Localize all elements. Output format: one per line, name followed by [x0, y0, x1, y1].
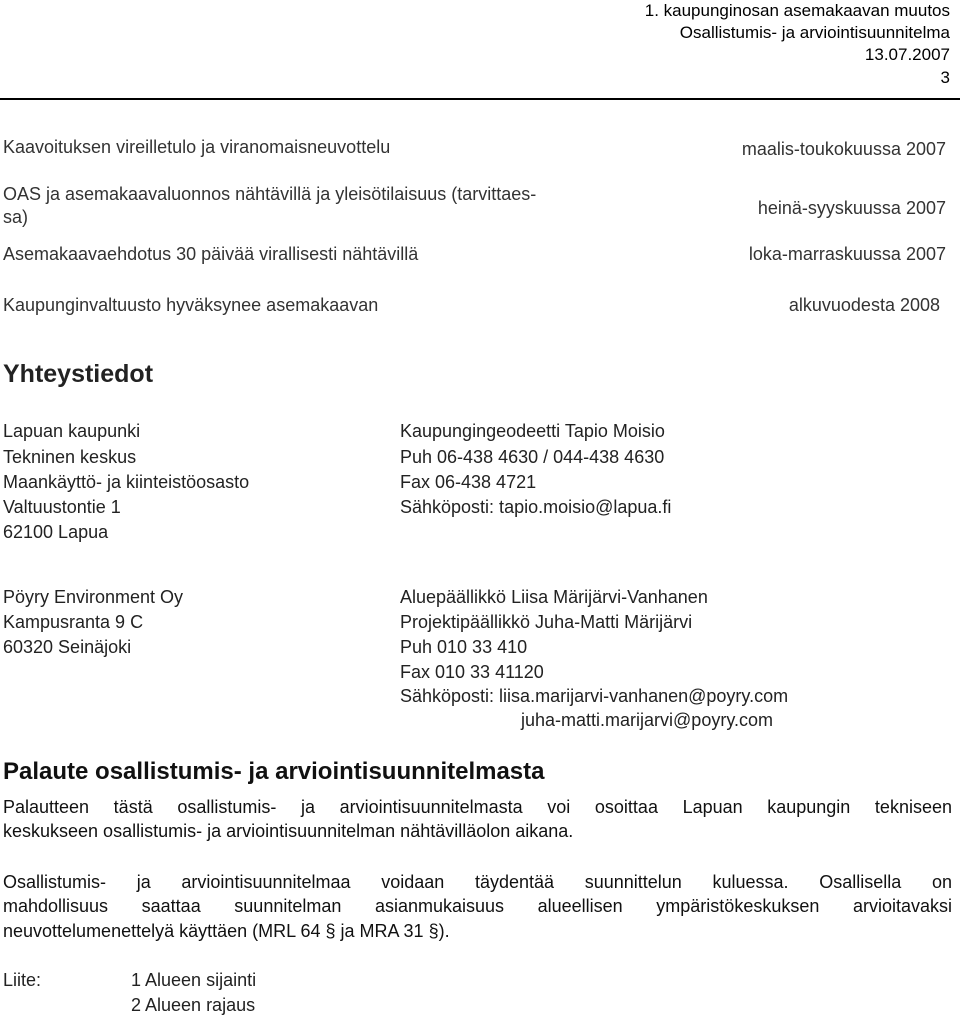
doc-title: 1. kaupunginosan asemakaavan muutos — [644, 1, 950, 20]
paragraph-line: Osallistumis- ja arviointisuunnitelmaa voidaan täydentää suunnittelun kuluessa. Osallisella on — [3, 872, 952, 892]
schedule-time: heinä-syyskuussa 2007 — [757, 198, 946, 218]
contact-email: Sähköposti: tapio.moisio@lapua.fi — [400, 497, 672, 517]
contact-phone: Puh 010 33 410 — [400, 637, 528, 657]
contact-person: Kaupungingeodeetti Tapio Moisio — [400, 421, 665, 441]
schedule-step: Kaavoituksen vireilletulo ja viranomaisneuvottelu — [3, 137, 391, 157]
contact-line: Lapuan kaupunki — [3, 421, 141, 441]
paragraph-line: neuvottelumenettelyä käyttäen (MRL 64 § ja MRA 31 §). — [3, 921, 450, 941]
contacts-heading: Yhteystiedot — [3, 360, 154, 388]
schedule-step-cont: sa) — [3, 207, 29, 227]
schedule-step: Kaupunginvaltuusto hyväksynee asemakaavan — [3, 295, 379, 315]
header-divider — [0, 98, 960, 100]
attachments-label: Liite: — [3, 970, 42, 990]
contact-email: juha-matti.marijarvi@poyry.com — [521, 710, 773, 730]
contact-line: Valtuustontie 1 — [3, 497, 121, 517]
paragraph-line: Palautteen tästä osallistumis- ja arviointisuunnitelmasta voi osoittaa Lapuan kaupungin tekniseen — [3, 797, 952, 817]
schedule-step: OAS ja asemakaavaluonnos nähtävillä ja yleisötilaisuus (tarvittaes- — [3, 184, 537, 204]
contact-email: Sähköposti: liisa.marijarvi-vanhanen@poyry.com — [400, 686, 789, 706]
contact-line: Tekninen keskus — [3, 447, 137, 467]
schedule-time: maalis-toukokuussa 2007 — [741, 139, 946, 159]
feedback-heading: Palaute osallistumis- ja arviointisuunnitelmasta — [3, 758, 545, 785]
contact-line: Pöyry Environment Oy — [3, 587, 184, 607]
contact-line: 60320 Seinäjoki — [3, 637, 132, 657]
doc-subtitle: Osallistumis- ja arviointisuunnitelma — [679, 23, 950, 42]
schedule-step: Asemakaavaehdotus 30 päivää virallisesti nähtävillä — [3, 244, 419, 264]
attachment-item: 1 Alueen sijainti — [131, 970, 257, 990]
contact-line: Maankäyttö- ja kiinteistöosasto — [3, 472, 250, 492]
page-number: 3 — [940, 68, 950, 87]
contact-line: Kampusranta 9 C — [3, 612, 144, 632]
attachment-item: 2 Alueen rajaus — [131, 995, 256, 1015]
contact-person: Aluepäällikkö Liisa Märijärvi-Vanhanen — [400, 587, 708, 607]
paragraph-line: keskukseen osallistumis- ja arviointisuunnitelman nähtävilläolon aikana. — [3, 821, 574, 841]
contact-person: Projektipäällikkö Juha-Matti Märijärvi — [400, 612, 693, 632]
schedule-time: alkuvuodesta 2008 — [788, 295, 940, 315]
paragraph-line: mahdollisuus saattaa suunnitelman asianmukaisuus alueellisen ympäristökeskuksen arvioitavaksi — [3, 896, 952, 916]
contact-fax: Fax 010 33 41120 — [400, 662, 544, 682]
schedule-time: loka-marraskuussa 2007 — [748, 244, 946, 264]
contact-line: 62100 Lapua — [3, 522, 109, 542]
contact-fax: Fax 06-438 4721 — [400, 472, 537, 492]
contact-phone: Puh 06-438 4630 / 044-438 4630 — [400, 447, 665, 467]
doc-date: 13.07.2007 — [864, 45, 950, 64]
